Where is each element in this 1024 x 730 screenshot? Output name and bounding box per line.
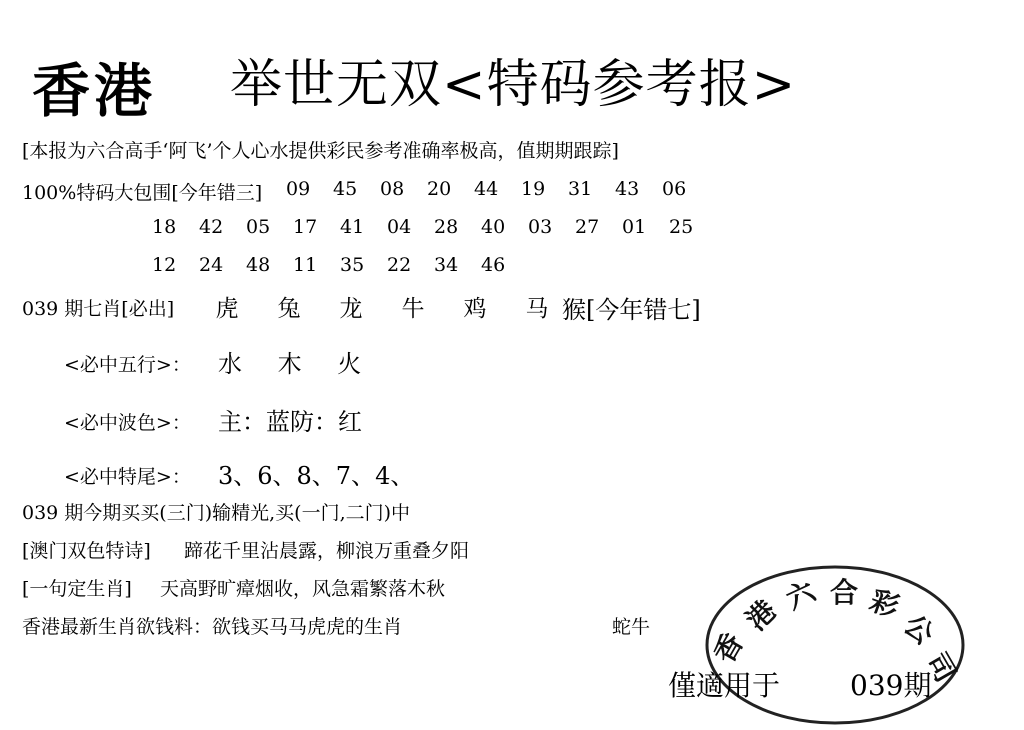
special-number: 09 <box>286 178 311 200</box>
footer-text <box>668 664 931 704</box>
tails-value: 3、6、8、7、4、 <box>218 462 415 490</box>
special-number: 44 <box>474 178 499 200</box>
special-number: 40 <box>481 216 506 238</box>
zodiac-label: 039 期七肖[必出] <box>22 298 175 320</box>
zodiac-item: 牛 <box>401 296 425 322</box>
seal-char: 公 <box>897 608 941 652</box>
special-number: 08 <box>380 178 405 200</box>
special-number: 06 <box>662 178 687 200</box>
latest-answer: 蛇牛 <box>612 616 651 638</box>
tails-label: <必中特尾>： <box>64 466 191 488</box>
seal-char: 合 <box>830 576 859 609</box>
special-number: 34 <box>434 254 459 276</box>
special-number: 43 <box>615 178 640 200</box>
special-number: 18 <box>152 216 177 238</box>
special-number: 41 <box>340 216 365 238</box>
latest-label: 香港最新生肖欲钱料：欲钱买马马虎虎的生肖 <box>22 616 403 638</box>
seal-char: 司 <box>919 647 963 688</box>
footer-right: 039期 <box>850 669 932 702</box>
verse-text: 天高野旷瘴烟收，风急霜繁落木秋 <box>160 578 446 600</box>
special-number: 46 <box>481 254 506 276</box>
special-number: 35 <box>340 254 365 276</box>
special-row-1 <box>286 178 709 200</box>
special-number: 42 <box>199 216 224 238</box>
wave-value: 主：蓝防：红 <box>218 408 362 436</box>
special-number: 22 <box>387 254 412 276</box>
special-number: 31 <box>568 178 593 200</box>
special-row-2 <box>152 216 716 238</box>
zodiac-list <box>196 290 568 323</box>
special-number: 45 <box>333 178 358 200</box>
special-label: 100%特码大包围[今年错三] <box>22 182 263 204</box>
elements-label: <必中五行>： <box>64 354 191 376</box>
special-number: 12 <box>152 254 177 276</box>
intro-line: [本报为六合高手‘阿飞’个人心水提供彩民参考准确率极高，值期期跟踪] <box>22 140 619 162</box>
special-number: 20 <box>427 178 452 200</box>
special-number: 05 <box>246 216 271 238</box>
special-number: 04 <box>387 216 412 238</box>
elements-value: 水 木 火 <box>218 350 376 378</box>
zodiac-last: 猴[今年错七] <box>562 296 701 324</box>
zodiac-item: 兔 <box>277 296 301 322</box>
special-number: 01 <box>622 216 647 238</box>
seal-char: 香 <box>707 627 751 669</box>
special-number: 24 <box>199 254 224 276</box>
zodiac-item: 鸡 <box>463 296 487 322</box>
verse-label: [一句定生肖] <box>22 578 132 600</box>
special-number: 17 <box>293 216 318 238</box>
zodiac-item: 龙 <box>339 296 363 322</box>
page-title: 举世无双<特码参考报> <box>230 55 797 115</box>
poem-text: 蹄花千里沾晨露，柳浪万重叠夕阳 <box>184 540 470 562</box>
company-seal <box>700 560 970 730</box>
special-number: 19 <box>521 178 546 200</box>
footer-left: 僅適用于 <box>668 669 781 702</box>
special-number: 27 <box>575 216 600 238</box>
brand-title: 香港 <box>32 57 157 125</box>
wave-label: <必中波色>： <box>64 412 191 434</box>
special-number: 48 <box>246 254 271 276</box>
seal-char: 六 <box>781 574 821 617</box>
special-number: 11 <box>293 254 318 276</box>
special-number: 25 <box>669 216 694 238</box>
seal-char: 港 <box>739 593 783 637</box>
special-number: 03 <box>528 216 553 238</box>
poem-label: [澳门双色特诗] <box>22 540 151 562</box>
zodiac-item: 虎 <box>215 296 239 322</box>
special-row-3 <box>152 254 528 276</box>
special-number: 28 <box>434 216 459 238</box>
zodiac-item: 马 <box>525 296 549 322</box>
buy-line: 039 期今期买买(三门)输精光,买(一门,二门)中 <box>22 502 411 524</box>
seal-char: 彩 <box>865 583 904 625</box>
